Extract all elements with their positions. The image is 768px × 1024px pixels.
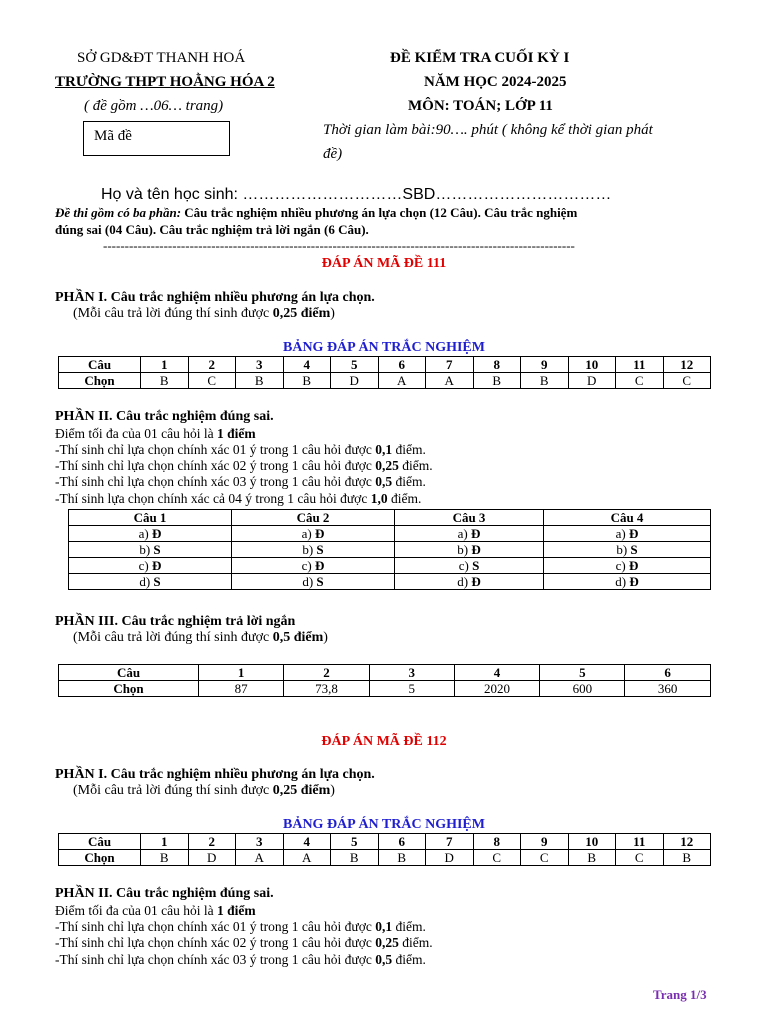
tf-item-label: c) — [301, 558, 315, 573]
mc-answer-cell: A — [378, 373, 426, 389]
short-answer-cell: 600 — [540, 681, 625, 697]
rule-text: -Thí sinh chỉ lựa chọn chính xác 02 ý trong 1 câu hỏi được — [55, 935, 376, 950]
exam-title: ĐỀ KIỂM TRA CUỐI KỲ I — [390, 50, 570, 66]
part3-note-close: ) — [323, 630, 328, 645]
tf-cell — [232, 526, 395, 542]
part3-title: PHẦN III. Câu trắc nghiệm trả lời ngắn — [55, 614, 296, 629]
page-value: 1/3 — [689, 987, 707, 1002]
tf-cell — [232, 574, 395, 590]
row-header-question: Câu — [59, 665, 199, 681]
structure-rest1: Câu trắc nghiệm nhiều phương án lựa chọn (12 Câu). Câu trắc nghiệm — [181, 205, 578, 220]
tf-item-label: a) — [615, 526, 629, 541]
rule-3 — [55, 952, 426, 968]
code-112-title: ĐÁP ÁN MÃ ĐỀ 112 — [321, 734, 447, 749]
tf-cell — [232, 542, 395, 558]
mc-number-row — [59, 357, 711, 373]
row-header-question: Câu — [59, 834, 141, 850]
mc-answer-row — [59, 850, 711, 866]
structure-lead: Đề thi gồm có ba phần: — [55, 205, 182, 220]
tf-cell — [395, 542, 544, 558]
part2-max-points: 1 điểm — [216, 903, 256, 918]
mc-number-cell: 4 — [283, 357, 331, 373]
tf-header-cell: Câu 2 — [232, 510, 395, 526]
tf-item-answer: Đ — [151, 526, 162, 541]
mc-answer-cell: B — [331, 850, 379, 866]
mc-answer-cell: A — [426, 373, 474, 389]
part1-note-text: (Mỗi câu trả lời đúng thí sinh được — [73, 306, 273, 321]
mc-number-cell: 11 — [616, 834, 664, 850]
mc-answer-cell: A — [236, 850, 284, 866]
school-name: TRƯỜNG THPT HOẰNG HÓA 2 — [55, 74, 275, 90]
rule-points: 0,1 — [375, 442, 393, 457]
short-answer-cell: 2020 — [454, 681, 539, 697]
page-number — [653, 987, 707, 1003]
exam-code-label: Mã đề — [94, 128, 132, 144]
tf-item-answer: Đ — [151, 558, 162, 573]
tf-item-label: d) — [615, 574, 630, 589]
department-name: SỞ GD&ĐT THANH HOÁ — [77, 50, 246, 66]
rule-end: điểm. — [392, 919, 426, 934]
rule-points: 0,25 — [375, 935, 399, 950]
mc-answer-cell: B — [283, 373, 331, 389]
part2-max-points: 1 điểm — [216, 426, 256, 441]
mc-table-title-112: BẢNG ĐÁP ÁN TRẮC NGHIỆM — [283, 817, 485, 832]
mc-number-cell: 5 — [331, 834, 379, 850]
short-number-cell: 2 — [284, 665, 369, 681]
mc-number-cell: 2 — [188, 834, 236, 850]
mc-number-cell: 7 — [426, 834, 474, 850]
mc-answer-cell: C — [663, 373, 711, 389]
tf-row — [69, 526, 711, 542]
part1-note-text: (Mỗi câu trả lời đúng thí sinh được — [73, 783, 273, 798]
part3-note — [73, 630, 328, 646]
mc-number-cell: 6 — [378, 834, 426, 850]
mc-number-row — [59, 834, 711, 850]
part1-note-points: 0,25 điểm — [272, 306, 331, 321]
tf-cell — [544, 526, 711, 542]
mc-answer-cell: B — [141, 373, 189, 389]
part1-note-close: ) — [330, 306, 335, 321]
divider: ------------------------------------------------------------------------------------------------------------- — [103, 238, 575, 253]
tf-item-answer: Đ — [628, 526, 639, 541]
mc-number-cell: 10 — [568, 834, 616, 850]
tf-item-answer: Đ — [470, 526, 481, 541]
mc-number-cell: 8 — [473, 357, 521, 373]
mc-answer-cell: C — [616, 373, 664, 389]
mc-table-title-111: BẢNG ĐÁP ÁN TRẮC NGHIỆM — [283, 340, 485, 355]
rule-end: điểm. — [398, 458, 433, 473]
mc-answer-cell: A — [283, 850, 331, 866]
rule-2 — [55, 935, 433, 951]
tf-header-cell: Câu 4 — [544, 510, 711, 526]
tf-item-label: d) — [302, 574, 317, 589]
tf-cell — [544, 574, 711, 590]
tf-item-label: d) — [139, 574, 154, 589]
pages-note: ( đề gồm …06… trang) — [84, 98, 224, 114]
rule-end: điểm. — [392, 952, 426, 967]
mc-number-cell: 3 — [236, 357, 284, 373]
tf-cell — [232, 558, 395, 574]
student-info-line: Họ và tên học sinh: …………………………SBD…………………………… — [101, 186, 612, 203]
mc-number-cell: 7 — [426, 357, 474, 373]
tf-item-label: b) — [616, 542, 631, 557]
mc-answer-cell: B — [663, 850, 711, 866]
row-header-choice: Chọn — [59, 681, 199, 697]
mc-answer-cell: B — [568, 850, 616, 866]
rule-1 — [55, 442, 426, 458]
part2-max — [55, 426, 256, 442]
page-label: Trang — [653, 987, 690, 1002]
part3-note-text: (Mỗi câu trả lời đúng thí sinh được — [73, 630, 273, 645]
tf-item-answer: S — [153, 542, 161, 557]
rule-points: 0,1 — [375, 919, 393, 934]
mc-number-cell: 11 — [616, 357, 664, 373]
tf-item-label: b) — [302, 542, 317, 557]
mc-answer-cell: C — [521, 850, 569, 866]
tf-cell — [69, 542, 232, 558]
part1-note — [73, 306, 335, 322]
tf-item-answer: Đ — [471, 542, 481, 557]
tf-cell — [69, 526, 232, 542]
rule-end: điểm. — [392, 474, 426, 489]
part2-max-text: Điểm tối đa của 01 câu hỏi là — [55, 426, 217, 441]
mc-answer-cell: C — [188, 373, 236, 389]
tf-row — [69, 542, 711, 558]
part1-title: PHẦN I. Câu trắc nghiệm nhiều phương án lựa chọn. — [55, 767, 375, 782]
tf-item-answer: Đ — [629, 574, 639, 589]
tf-cell — [395, 526, 544, 542]
mc-answer-cell: B — [473, 373, 521, 389]
tf-item-label: c) — [458, 558, 473, 573]
rule-end: điểm. — [398, 935, 433, 950]
mc-number-cell: 2 — [188, 357, 236, 373]
tf-item-answer: S — [316, 542, 324, 557]
mc-answer-cell: B — [141, 850, 189, 866]
tf-item-answer: Đ — [314, 526, 325, 541]
mc-number-cell: 1 — [141, 357, 189, 373]
exam-code-box — [83, 121, 230, 156]
tf-cell — [69, 574, 232, 590]
tf-item-label: c) — [615, 558, 629, 573]
short-answer-cell: 5 — [369, 681, 454, 697]
short-number-cell: 3 — [369, 665, 454, 681]
tf-row — [69, 558, 711, 574]
mc-number-cell: 9 — [521, 834, 569, 850]
tf-item-answer: S — [630, 542, 638, 557]
part3-note-points: 0,5 điểm — [272, 630, 324, 645]
rule-text: -Thí sinh chỉ lựa chọn chính xác 01 ý trong 1 câu hỏi được — [55, 919, 376, 934]
rule-text: -Thí sinh chỉ lựa chọn chính xác 02 ý trong 1 câu hỏi được — [55, 458, 376, 473]
mc-answer-cell: D — [568, 373, 616, 389]
tf-item-label: a) — [138, 526, 152, 541]
subject: MÔN: TOÁN; LỚP 11 — [408, 98, 553, 114]
true-false-table-111 — [68, 509, 711, 590]
mc-number-cell: 12 — [663, 357, 711, 373]
part2-title: PHẦN II. Câu trắc nghiệm đúng sai. — [55, 409, 274, 424]
short-answer-cell: 73,8 — [284, 681, 369, 697]
tf-cell — [544, 542, 711, 558]
short-answer-cell: 87 — [199, 681, 284, 697]
rule-text: -Thí sinh chỉ lựa chọn chính xác 01 ý trong 1 câu hỏi được — [55, 442, 376, 457]
tf-item-label: d) — [457, 574, 472, 589]
rule-text: -Thí sinh chỉ lựa chọn chính xác 03 ý trong 1 câu hỏi được — [55, 474, 376, 489]
tf-cell — [69, 558, 232, 574]
tf-item-label: b) — [457, 542, 472, 557]
mc-number-cell: 12 — [663, 834, 711, 850]
tf-item-label: c) — [138, 558, 152, 573]
tf-cell — [544, 558, 711, 574]
code-111-title: ĐÁP ÁN MÃ ĐỀ 111 — [321, 256, 447, 271]
row-header-choice: Chọn — [59, 373, 141, 389]
tf-cell — [395, 558, 544, 574]
mc-number-cell: 9 — [521, 357, 569, 373]
mc-number-cell: 5 — [331, 357, 379, 373]
tf-item-answer: Đ — [628, 558, 639, 573]
short-number-cell: 6 — [625, 665, 710, 681]
school-year: NĂM HỌC 2024-2025 — [424, 74, 567, 90]
tf-header-cell: Câu 1 — [69, 510, 232, 526]
mc-answer-table-112 — [58, 833, 711, 866]
short-number-cell: 1 — [199, 665, 284, 681]
mc-number-cell: 3 — [236, 834, 284, 850]
rule-points: 0,5 — [375, 952, 393, 967]
part1-note-points: 0,25 điểm — [272, 783, 331, 798]
row-header-choice: Chọn — [59, 850, 141, 866]
tf-item-answer: Đ — [314, 558, 325, 573]
mc-number-cell: 8 — [473, 834, 521, 850]
rule-end: điểm. — [387, 491, 422, 506]
rule-text: -Thí sinh lựa chọn chính xác cả 04 ý trong 1 câu hỏi được — [55, 491, 371, 506]
mc-number-cell: 6 — [378, 357, 426, 373]
tf-item-label: a) — [301, 526, 315, 541]
mc-answer-cell: D — [331, 373, 379, 389]
tf-item-answer: S — [472, 558, 480, 573]
short-number-row — [59, 665, 711, 681]
short-number-cell: 4 — [454, 665, 539, 681]
structure-line1 — [55, 205, 577, 221]
part1-title: PHẦN I. Câu trắc nghiệm nhiều phương án lựa chọn. — [55, 290, 375, 305]
rule-points: 1,0 — [370, 491, 388, 506]
rule-points: 0,5 — [375, 474, 393, 489]
time-note-line2: đề) — [323, 146, 343, 162]
rule-1 — [55, 919, 426, 935]
mc-answer-cell: D — [188, 850, 236, 866]
short-answer-cell: 360 — [625, 681, 710, 697]
short-answer-row — [59, 681, 711, 697]
part1-note-close: ) — [330, 783, 335, 798]
mc-answer-cell: C — [616, 850, 664, 866]
part2-title: PHẦN II. Câu trắc nghiệm đúng sai. — [55, 886, 274, 901]
mc-answer-row — [59, 373, 711, 389]
mc-answer-table-111 — [58, 356, 711, 389]
time-note-line1: Thời gian làm bài:90…. phút ( không kể thời gian phát — [323, 122, 653, 138]
tf-row — [69, 574, 711, 590]
mc-number-cell: 1 — [141, 834, 189, 850]
mc-answer-cell: B — [378, 850, 426, 866]
tf-item-label: b) — [139, 542, 154, 557]
mc-answer-cell: B — [521, 373, 569, 389]
rule-points: 0,25 — [375, 458, 399, 473]
rule-3 — [55, 474, 426, 490]
short-answer-table-111 — [58, 664, 711, 697]
tf-header-row — [69, 510, 711, 526]
rule-end: điểm. — [392, 442, 426, 457]
tf-header-cell: Câu 3 — [395, 510, 544, 526]
rule-2 — [55, 458, 433, 474]
mc-answer-cell: C — [473, 850, 521, 866]
tf-item-label: a) — [457, 526, 471, 541]
structure-line2: đúng sai (04 Câu). Câu trắc nghiệm trả lời ngắn (6 Câu). — [55, 222, 369, 237]
mc-answer-cell: D — [426, 850, 474, 866]
part2-max-text: Điểm tối đa của 01 câu hỏi là — [55, 903, 217, 918]
mc-number-cell: 4 — [283, 834, 331, 850]
row-header-question: Câu — [59, 357, 141, 373]
tf-cell — [395, 574, 544, 590]
rule-4 — [55, 491, 421, 507]
part1-note — [73, 783, 335, 799]
short-number-cell: 5 — [540, 665, 625, 681]
tf-item-answer: S — [316, 574, 324, 589]
part2-max — [55, 903, 256, 919]
mc-number-cell: 10 — [568, 357, 616, 373]
tf-item-answer: Đ — [471, 574, 481, 589]
mc-answer-cell: B — [236, 373, 284, 389]
rule-text: -Thí sinh chỉ lựa chọn chính xác 03 ý trong 1 câu hỏi được — [55, 952, 376, 967]
tf-item-answer: S — [153, 574, 161, 589]
